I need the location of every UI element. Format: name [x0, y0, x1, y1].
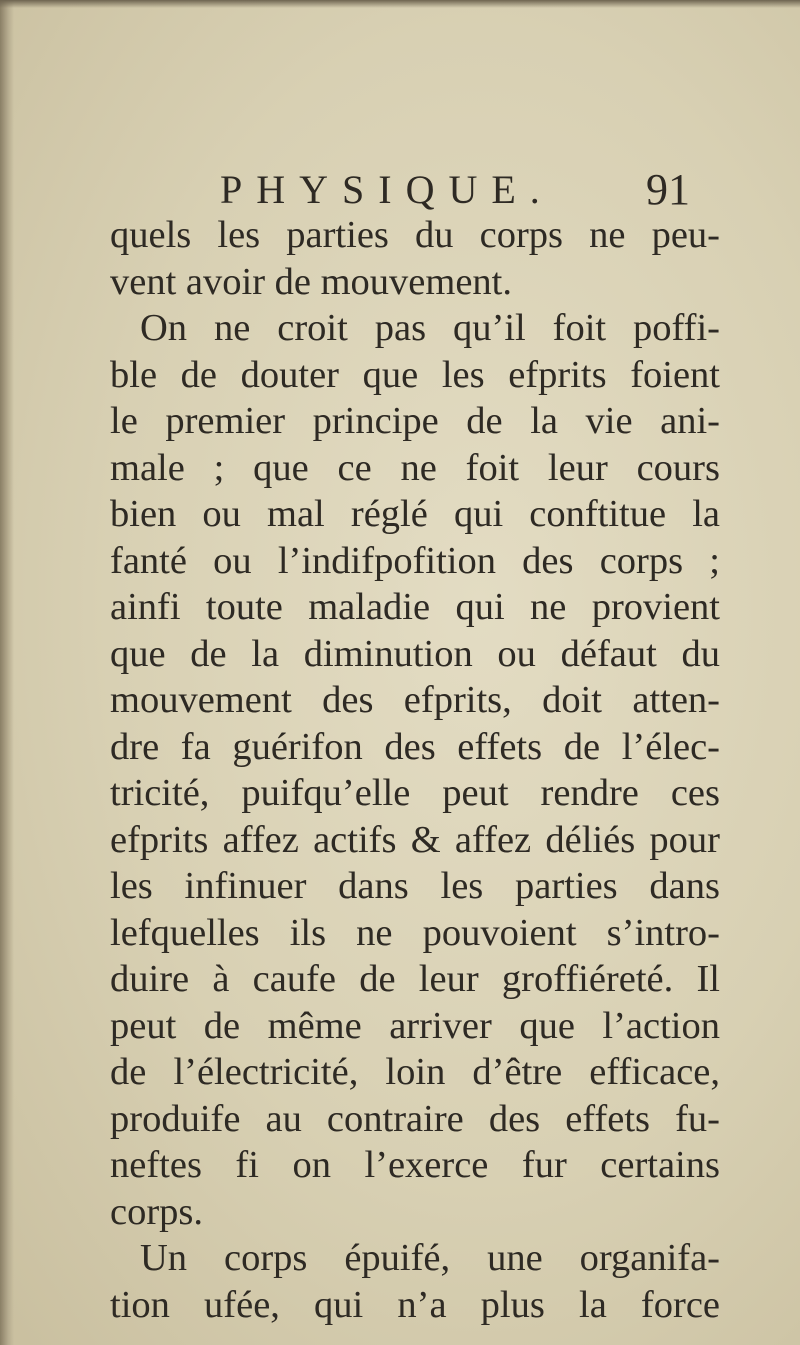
text-line: tricité, puifqu’elle peut rendre ces: [110, 772, 720, 814]
text-line: bien ou mal réglé qui conftitue la: [110, 493, 720, 535]
text-line: ble de douter que les efprits foient: [110, 353, 720, 396]
page-number: 91: [646, 165, 690, 214]
text-line: Un corps épuifé, une organifa-: [140, 1237, 720, 1279]
text-line: mouvement des efprits, doit atten-: [110, 679, 720, 721]
text-line: dre fa guérifon des effets de l’élec-: [110, 725, 720, 768]
text-line: fanté ou l’indifpofition des corps ;: [110, 539, 720, 582]
text-line: le premier principe de la vie ani-: [110, 400, 720, 442]
page-spine-shadow: [0, 0, 14, 1345]
text-line: corps.: [110, 1190, 204, 1233]
text-line: efprits affez actifs & affez déliés pour: [110, 818, 720, 861]
text-line: peut de même arriver que l’action: [110, 1004, 720, 1047]
text-line: produife au contraire des effets fu-: [110, 1097, 720, 1140]
text-line: que de la diminution ou défaut du: [110, 632, 720, 675]
text-line: les infinuer dans les parties dans: [110, 865, 720, 907]
text-line: male ; que ce ne foit leur cours: [110, 446, 720, 489]
page-top-edge: [0, 0, 800, 8]
text-line: On ne croit pas qu’il foit poffi-: [140, 307, 720, 349]
text-line: vent avoir de mouvement.: [110, 260, 512, 303]
running-title: PHYSIQUE.: [220, 167, 554, 212]
text-line: duire à caufe de leur groffiéreté. Il: [110, 958, 720, 1000]
text-line: quels les parties du corps ne peu-: [110, 214, 720, 256]
text-line: neftes fi on l’exerce fur certains: [110, 1144, 720, 1186]
text-line: de l’électricité, loin d’être efficace,: [110, 1051, 720, 1093]
text-line: ainfi toute maladie qui ne provient: [110, 586, 720, 628]
text-line: tion ufée, qui n’a plus la force: [110, 1283, 720, 1326]
text-line: lefquelles ils ne pouvoient s’intro-: [110, 911, 720, 954]
body-text: [110, 212, 720, 1328]
page-header: [220, 160, 690, 220]
